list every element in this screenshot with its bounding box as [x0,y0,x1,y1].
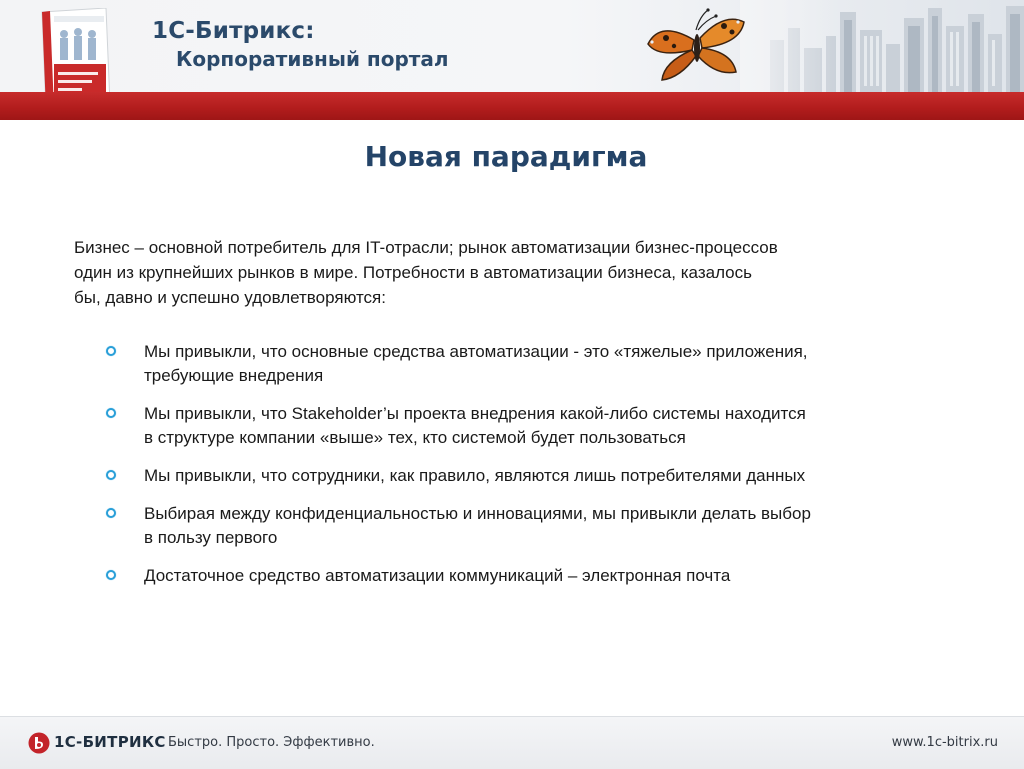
city-skyline-image [740,0,1024,92]
bullet-list [104,340,984,602]
footer-logo-text: 1С-БИТРИКС [54,733,166,751]
intro-paragraph [74,235,934,310]
bullet-circle-icon [106,508,116,518]
slide-footer [0,716,1024,769]
bullet-item [104,502,984,550]
bullet-circle-icon [106,346,116,356]
bullet-item [104,564,984,588]
bullet-circle-icon [106,408,116,418]
bullet-text-line: Выбирая между конфиденциальностью и инновациями, мы привыкли делать выбор [144,504,811,523]
bullet-text-line: Достаточное средство автоматизации коммуникаций – электронная почта [144,566,731,585]
intro-line: бы, давно и успешно удовлетворяются: [74,288,386,307]
slide-title: Новая парадигма [364,140,648,173]
brand-title: 1С-Битрикс: [152,18,315,44]
header-red-band [0,92,1024,120]
footer-url: www.1c-bitrix.ru [891,735,998,750]
slide-header [0,0,1024,120]
bullet-item [104,402,984,450]
intro-line: Бизнес – основной потребитель для IT-отрасли; рынок автоматизации бизнес-процессов [74,238,778,257]
bullet-item [104,464,984,488]
bullet-text-line: требующие внедрения [144,366,324,385]
butterfly-icon [640,6,748,86]
bullet-text-line: Мы привыкли, что сотрудники, как правило, являются лишь потребителями данных [144,466,806,485]
brand-subtitle: Корпоративный портал [176,47,449,71]
intro-line: один из крупнейших рынков в мире. Потребности в автоматизации бизнеса, казалось [74,263,752,282]
bullet-text-line: Мы привыкли, что основные средства автоматизации - это «тяжелые» приложения, [144,342,808,361]
bullet-item [104,340,984,388]
bullet-text-line: Мы привыкли, что Stakeholder’ы проекта внедрения какой-либо системы находится [144,404,806,423]
bitrix-logo-icon [28,732,50,754]
bullet-circle-icon [106,470,116,480]
footer-tagline: Быстро. Просто. Эффективно. [168,735,375,750]
bullet-text-line: в структуре компании «выше» тех, кто системой будет пользоваться [144,428,686,447]
bullet-text-line: в пользу первого [144,528,278,547]
bullet-circle-icon [106,570,116,580]
